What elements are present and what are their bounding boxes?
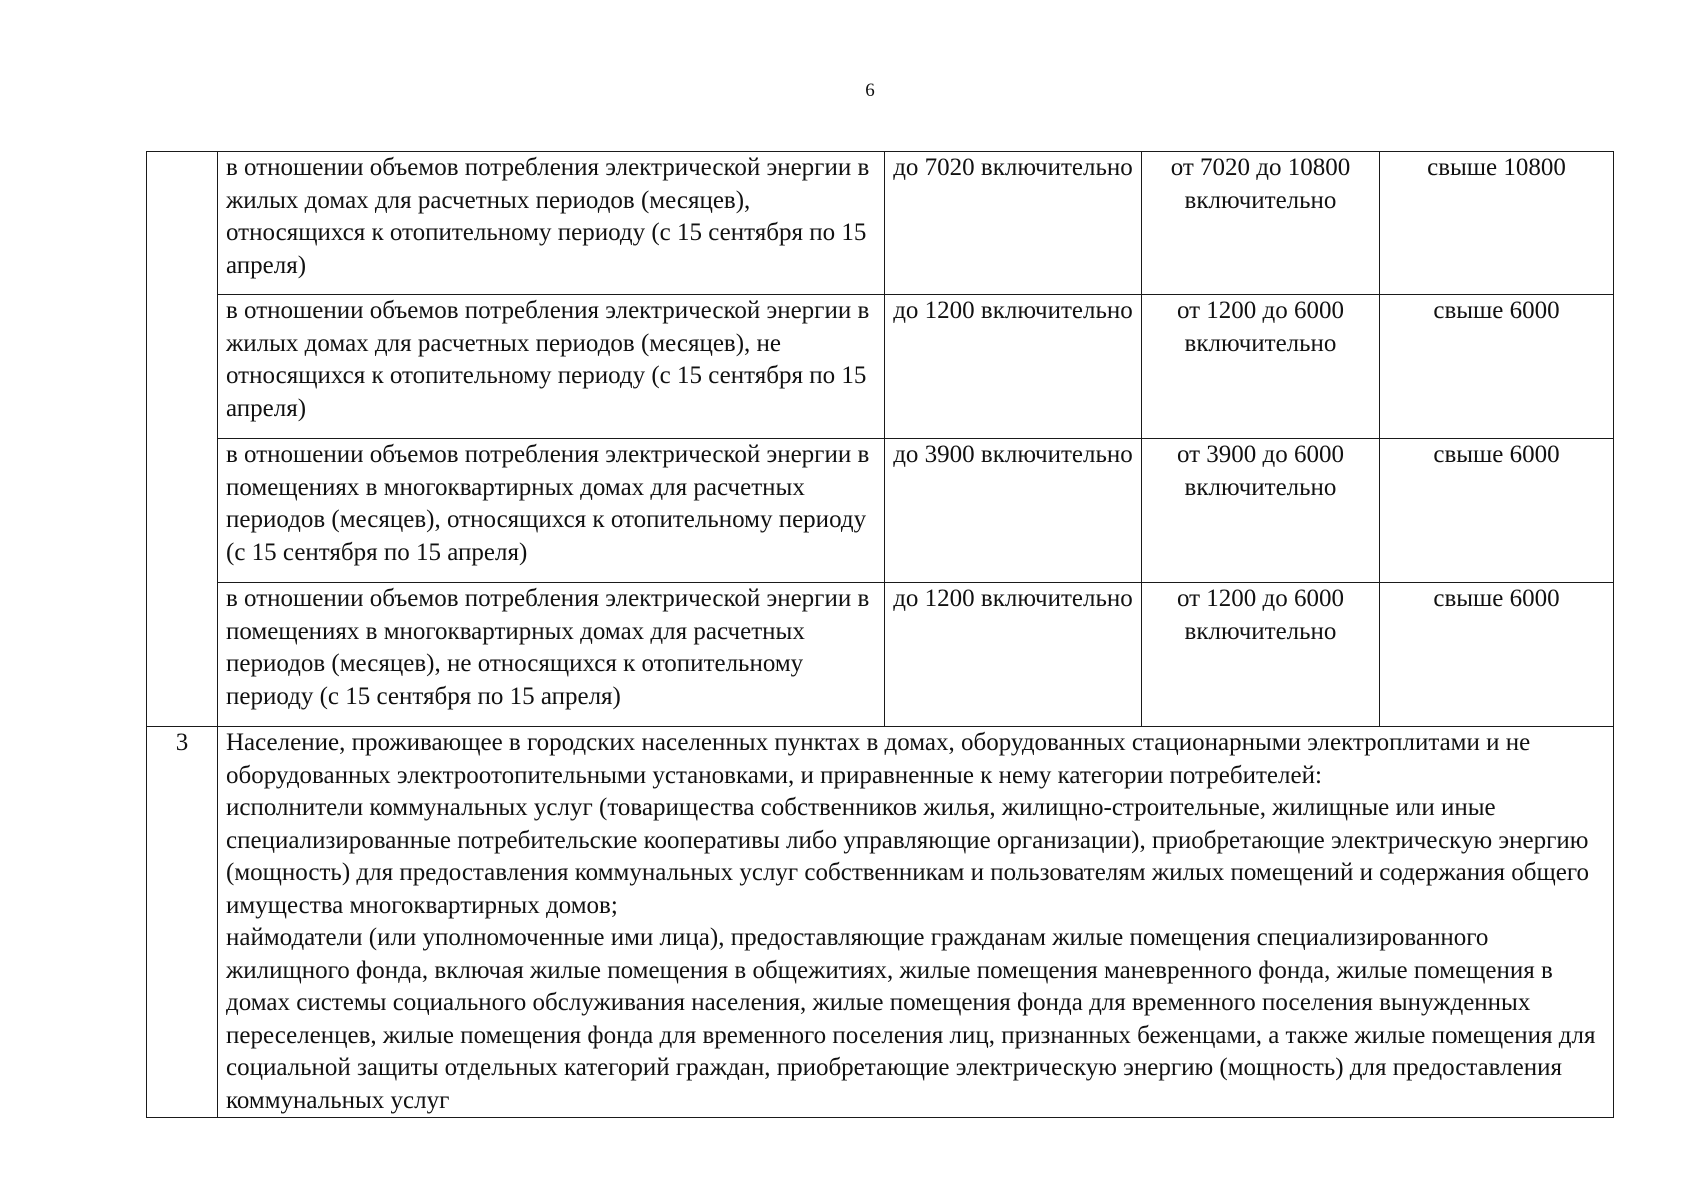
section-text-cell	[218, 727, 1614, 1118]
row-number-cell	[147, 152, 218, 727]
page-number: 6	[865, 80, 875, 101]
range-2-cell: от 1200 до 6000 включительно	[1142, 295, 1380, 439]
range-1-cell: до 3900 включительно	[885, 439, 1142, 583]
section-number: 3	[147, 727, 218, 1118]
range-2-cell: от 1200 до 6000 включительно	[1142, 583, 1380, 727]
section-paragraph: исполнители коммунальных услуг (товарищества собственников жилья, жилищно-строительные, жилищные или иные специализированные потребительские кооперативы либо управляющие организации), приобретающие электрическую энергию (мощность) для предоставления коммунальных услуг собственникам и пользователям жилых помещений и содержания общего имущества многоквартирных домов;	[226, 794, 1589, 919]
tariff-table	[146, 151, 1614, 1118]
range-1-cell: до 7020 включительно	[885, 152, 1142, 295]
section-3-row	[147, 727, 1614, 1118]
range-2-cell: от 7020 до 10800 включительно	[1142, 152, 1380, 295]
range-2-cell: от 3900 до 6000 включительно	[1142, 439, 1380, 583]
table-row	[147, 152, 1614, 295]
section-paragraph: наймодатели (или уполномоченные ими лица), предоставляющие гражданам жилые помещения специализированного жилищного фонда, включая жилые помещения в общежитиях, жилые помещения маневренного фонда, жилые помещения в домах системы социального обслуживания населения, жилые помещения фонда для временного поселения вынужденных переселенцев, жилые помещения фонда для временного поселения лиц, признанных беженцами, а также жилые помещения для социальной защиты отдельных категорий граждан, приобретающие электрическую энергию (мощность) для предоставления коммунальных услуг	[226, 924, 1596, 1114]
table-row	[147, 439, 1614, 583]
range-1-cell: до 1200 включительно	[885, 295, 1142, 439]
description-cell: в отношении объемов потребления электрической энергии в жилых домах для расчетных периодов (месяцев), относящихся к отопительному периоду (с 15 сентября по 15 апреля)	[218, 152, 885, 295]
description-cell: в отношении объемов потребления электрической энергии в жилых домах для расчетных периодов (месяцев), не относящихся к отопительному периоду (с 15 сентября по 15 апреля)	[218, 295, 885, 439]
description-cell: в отношении объемов потребления электрической энергии в помещениях в многоквартирных домах для расчетных периодов (месяцев), относящихся к отопительному периоду (с 15 сентября по 15 апреля)	[218, 439, 885, 583]
range-3-cell: свыше 10800	[1380, 152, 1614, 295]
description-cell: в отношении объемов потребления электрической энергии в помещениях в многоквартирных домах для расчетных периодов (месяцев), не относящихся к отопительному периоду (с 15 сентября по 15 апреля)	[218, 583, 885, 727]
range-3-cell: свыше 6000	[1380, 583, 1614, 727]
range-1-cell: до 1200 включительно	[885, 583, 1142, 727]
table-row	[147, 295, 1614, 439]
range-3-cell: свыше 6000	[1380, 295, 1614, 439]
range-3-cell: свыше 6000	[1380, 439, 1614, 583]
section-paragraph: Население, проживающее в городских населенных пунктах в домах, оборудованных стационарными электроплитами и не оборудованных электроотопительными установками, и приравненные к нему категории потребителей:	[226, 729, 1531, 789]
table-row	[147, 583, 1614, 727]
